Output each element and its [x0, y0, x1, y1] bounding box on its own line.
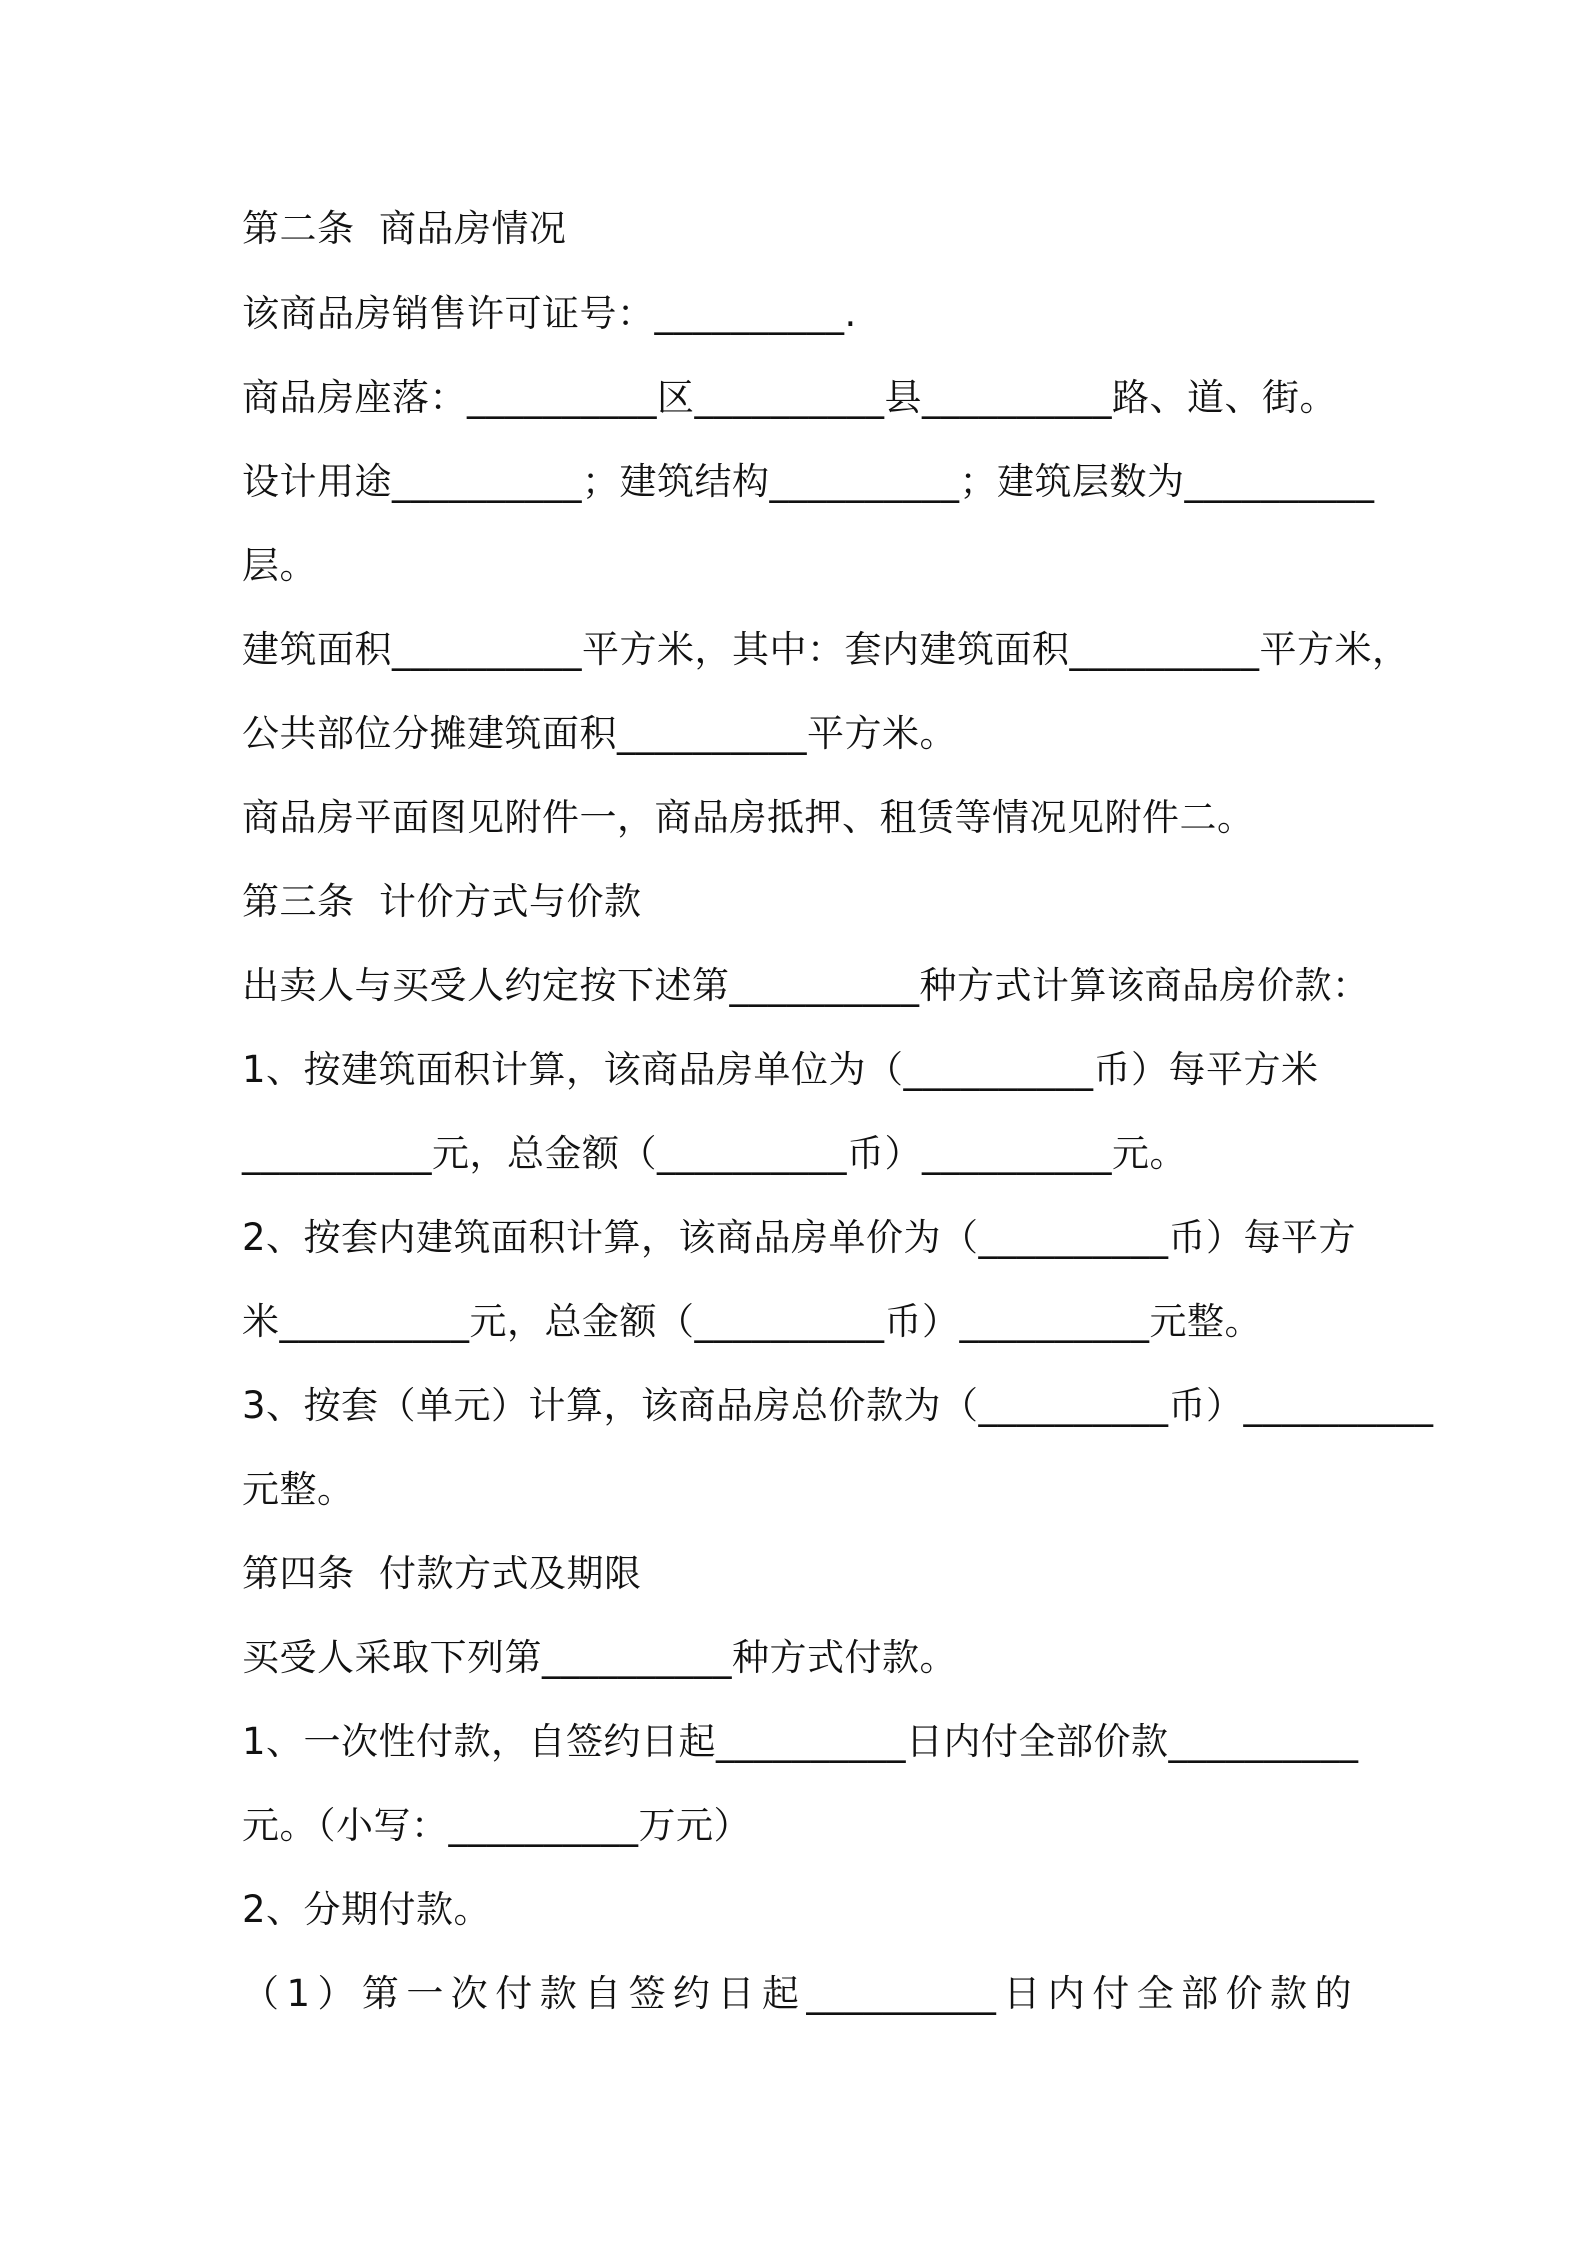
lump-sum-amount-line: 元。（小写：__________万元）	[242, 1804, 751, 1847]
article-2-heading: 第二条 商品房情况	[242, 207, 567, 250]
pricing-option-2-total-line: 米__________元，总金额（__________币）__________元整。	[242, 1300, 1262, 1343]
pricing-method-line: 出卖人与买受人约定按下述第__________种方式计算该商品房价款：	[242, 964, 1370, 1007]
article-3-heading: 第三条 计价方式与价款	[242, 880, 642, 923]
installment-payment-line: 2、分期付款。	[242, 1888, 492, 1931]
pricing-option-1-total-line: __________元，总金额（__________币）__________元。	[242, 1132, 1187, 1175]
payment-method-line: 买受人采取下列第__________种方式付款。	[242, 1636, 957, 1679]
pricing-option-3-continuation-line: 元整。	[242, 1468, 355, 1511]
pricing-option-3-line: 3、按套（单元）计算，该商品房总价款为（__________币）__________	[242, 1384, 1434, 1427]
pricing-option-2-line: 2、按套内建筑面积计算，该商品房单价为（__________币）每平方	[242, 1216, 1357, 1259]
design-structure-line: 设计用途__________；建筑结构__________；建筑层数为__________	[242, 460, 1375, 503]
article-4-heading: 第四条 付款方式及期限	[242, 1552, 642, 1595]
shared-area-line: 公共部位分摊建筑面积__________平方米。	[242, 712, 957, 755]
floors-continuation-line: 层。	[242, 544, 317, 587]
lump-sum-payment-line: 1、一次性付款，自签约日起__________日内付全部价款__________	[242, 1720, 1359, 1763]
pricing-option-1-line: 1、按建筑面积计算，该商品房单位为（__________币）每平方米	[242, 1048, 1319, 1091]
sales-permit-line: 该商品房销售许可证号：__________.	[242, 292, 857, 335]
building-area-line: 建筑面积__________平方米，其中：套内建筑面积__________平方米，	[242, 628, 1410, 671]
location-line: 商品房座落：__________区__________县__________路、道、街。	[242, 376, 1337, 419]
first-installment-line: （1）第一次付款自签约日起__________日内付全部价款的	[242, 1972, 1352, 2015]
floor-plan-line: 商品房平面图见附件一，商品房抵押、租赁等情况见附件二。	[242, 796, 1255, 839]
